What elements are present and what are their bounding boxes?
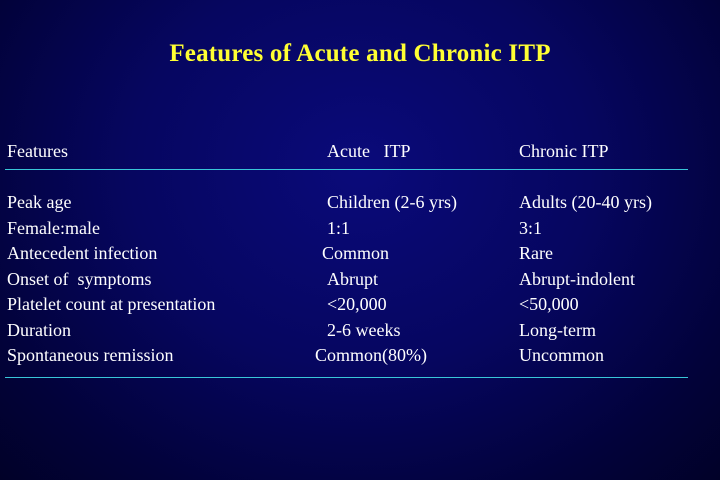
header-chronic-itp: Chronic ITP <box>519 141 609 161</box>
table-row <box>0 269 720 295</box>
header-features: Features <box>7 141 68 161</box>
table-bottom-divider <box>5 377 688 378</box>
row-acute: 2-6 weeks <box>327 319 401 340</box>
row-acute: Abrupt <box>327 268 378 289</box>
header-divider <box>5 169 688 170</box>
table-row <box>0 243 720 269</box>
row-acute: <20,000 <box>327 294 387 314</box>
row-feature: Antecedent infection <box>7 243 158 263</box>
table-row <box>0 192 720 218</box>
row-chronic: Uncommon <box>519 345 604 365</box>
table-row <box>0 218 720 244</box>
row-feature: Peak age <box>7 192 72 212</box>
row-chronic: Abrupt-indolent <box>519 268 635 289</box>
slide-title: Features of Acute and Chronic ITP <box>169 40 551 67</box>
row-acute: Children (2-6 yrs) <box>327 192 457 212</box>
row-chronic: Rare <box>519 243 553 263</box>
table-row <box>0 345 720 371</box>
table-body <box>0 192 720 371</box>
row-acute: Common(80%) <box>315 345 427 365</box>
table-row <box>0 320 720 346</box>
row-feature: Spontaneous remission <box>7 345 174 365</box>
table-row <box>0 294 720 320</box>
row-feature: Platelet count at presentation <box>7 294 216 314</box>
row-chronic: Long-term <box>519 319 596 340</box>
row-acute: Common <box>322 243 390 263</box>
table-header-row <box>0 141 720 165</box>
row-feature: Onset of symptoms <box>7 268 152 289</box>
row-chronic: Adults (20-40 yrs) <box>519 192 652 212</box>
header-acute-itp: Acute ITP <box>327 141 411 161</box>
row-acute: 1:1 <box>327 217 351 238</box>
row-chronic: 3:1 <box>519 217 543 238</box>
row-feature: Duration <box>7 319 71 340</box>
row-feature: Female:male <box>7 217 100 238</box>
row-chronic: <50,000 <box>519 294 579 314</box>
